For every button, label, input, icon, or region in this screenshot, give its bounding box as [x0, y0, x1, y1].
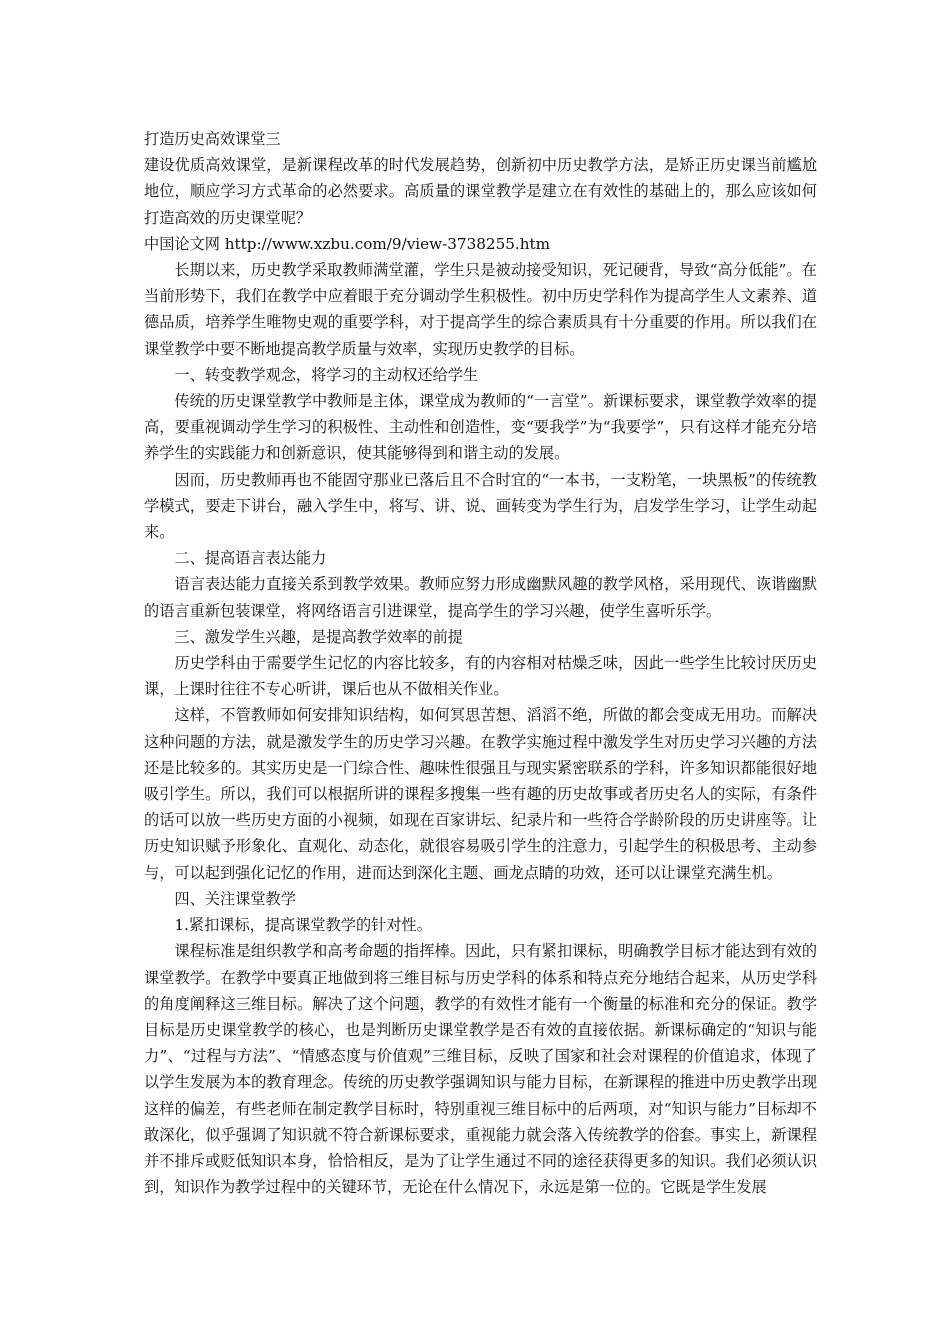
- body-paragraph: 历史学科由于需要学生记忆的内容比较多，有的内容相对枯燥乏味，因此一些学生比较讨厌历史课，上课时往往不专心听讲，课后也从不做相关作业。: [144, 654, 817, 699]
- section-heading: 四、关注课堂教学: [174, 889, 296, 908]
- source-line: 中国论文网 http://www.xzbu.com/9/view-3738255.htm: [144, 234, 551, 253]
- section-heading: 二、提高语言表达能力: [174, 549, 327, 568]
- document-title: 打造历史高效课堂三: [144, 130, 281, 148]
- subsection-heading: 1.紧扣课标，提高课堂教学的针对性。: [174, 916, 432, 935]
- section-heading: 三、激发学生兴趣，是提高教学效率的前提: [174, 627, 463, 646]
- body-paragraph: 语言表达能力直接关系到教学效果。教师应努力形成幽默风趣的教学风格，采用现代、诙谐幽默的语言重新包装课堂，将网络语言引进课堂，提高学生的学习兴趣，使学生喜听乐学。: [144, 575, 817, 620]
- document-page: [144, 126, 817, 1200]
- body-paragraph: 因而，历史教师再也不能固守那业已落后且不合时宜的“一本书，一支粉笔，一块黑板”的传统教学模式，要走下讲台，融入学生中，将写、讲、说、画转变为学生行为，启发学生学习，让学生动起来。: [144, 470, 817, 542]
- body-paragraph: 这样，不管教师如何安排知识结构，如何冥思苦想、滔滔不绝，所做的都会变成无用功。而解决这种问题的方法，就是激发学生的历史学习兴趣。在教学实施过程中激发学生对历史学习兴趣的方法还是比较多的。其实历史是一门综合性、趣味性很强且与现实紧密联系的学科，许多知识都能很好地吸引学生。所以，我们可以根据所讲的课程多搜集一些有趣的历史故事或者历史名人的实际，有条件的话可以放一些历史方面的小视频，如现在百家讲坛、纪录片和一些符合学龄阶段的历史讲座等。让历史知识赋予形象化、直观化、动态化，就很容易吸引学生的注意力，引起学生的积极思考、主动参与，可以起到强化记忆的作用，进而达到深化主题、画龙点睛的功效，还可以让课堂充满生机。: [144, 706, 817, 882]
- intro-paragraph: 建设优质高效课堂，是新课程改革的时代发展趋势，创新初中历史教学方法，是矫正历史课当前尴尬地位，顺应学习方式革命的必然要求。高质量的课堂教学是建立在有效性的基础上的，那么应该如何打造高效的历史课堂呢？: [144, 156, 817, 227]
- body-paragraph: 长期以来，历史教学采取教师满堂灌，学生只是被动接受知识，死记硬背，导致“高分低能”。在当前形势下，我们在教学中应着眼于充分调动学生积极性。初中历史学科作为提高学生人文素养、道德品质，培养学生唯物史观的重要学科，对于提高学生的综合素质具有十分重要的作用。所以我们在课堂教学中要不断地提高教学质量与效率，实现历史教学的目标。: [144, 261, 817, 358]
- section-heading: 一、转变教学观念，将学习的主动权还给学生: [174, 365, 479, 384]
- body-paragraph: 传统的历史课堂教学中教师是主体，课堂成为教师的“一言堂”。新课标要求，课堂教学效率的提高，要重视调动学生学习的积极性、主动性和创造性，变“要我学”为“我要学”，只有这样才能充分培养学生的实践能力和创新意识，使其能够得到和谐主动的发展。: [144, 392, 817, 463]
- body-paragraph: 课程标准是组织教学和高考命题的指挥棒。因此，只有紧扣课标，明确教学目标才能达到有效的课堂教学。在教学中要真正地做到将三维目标与历史学科的体系和特点充分地结合起来，从历史学科的角度阐释这三维目标。解决了这个问题，教学的有效性才能有一个衡量的标准和充分的保证。教学目标是历史课堂教学的核心，也是判断历史课堂教学是否有效的直接依据。新课标确定的“知识与能力”、“过程与方法”、“情感态度与价值观”三维目标，反映了国家和社会对课程的价值追求，体现了以学生发展为本的教育理念。传统的历史教学强调知识与能力目标，在新课程的推进中历史教学出现这样的偏差，有些老师在制定教学目标时，特别重视三维目标中的后两项，对“知识与能力”目标却不敢深化，似乎强调了知识就不符合新课标要求，重视能力就会落入传统教学的俗套。事实上，新课程并不排斥或贬低知识本身，恰恰相反，是为了让学生通过不同的途径获得更多的知识。我们必须认识到，知识作为教学过程中的关键环节，无论在什么情况下，永远是第一位的。它既是学生发展: [144, 942, 817, 1197]
